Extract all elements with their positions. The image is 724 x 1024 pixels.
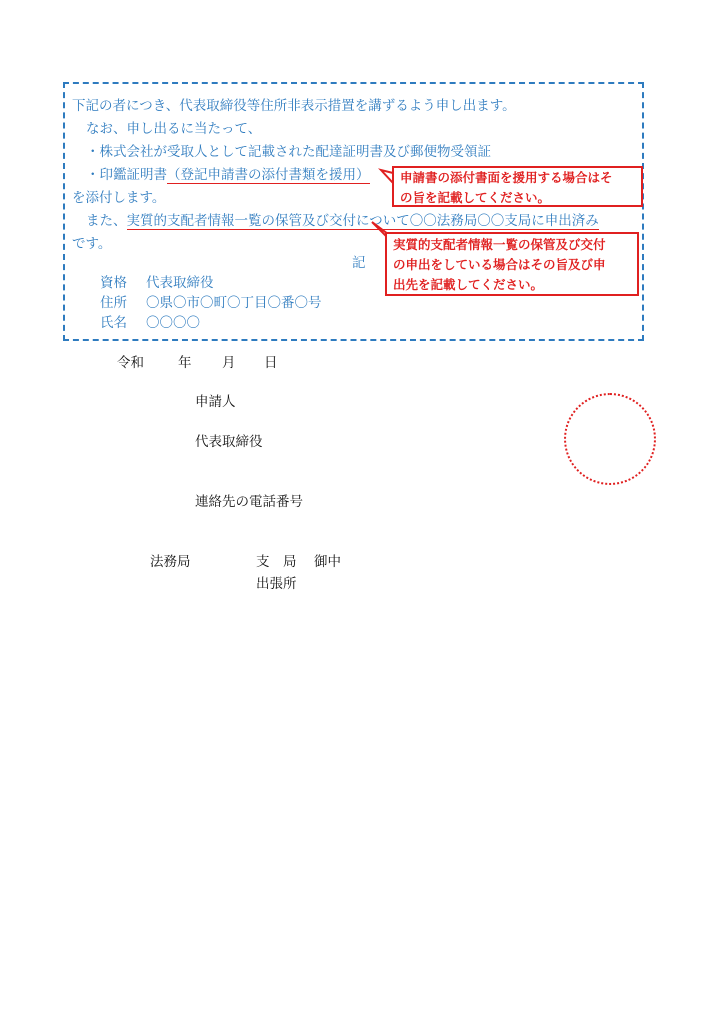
- callout-attachment-note: [392, 166, 643, 207]
- declaration-line-6-note: 実質的支配者情報一覧の保管及び交付について〇〇法務局〇〇支局に申出済み: [126, 213, 599, 229]
- callout-2-line-3: 出先を記載してください。: [393, 277, 544, 292]
- address-value: 〇県〇市〇町〇丁目〇番〇号: [146, 295, 322, 311]
- qualification-value: 代表取締役: [146, 275, 214, 291]
- date-month: 月: [222, 355, 236, 371]
- name-label: 氏名: [100, 315, 127, 331]
- attachment-item-2-prefix: ・印鑑証明書: [86, 167, 167, 183]
- addressee-bureau: 法務局: [150, 554, 191, 570]
- callout-2-line-1: 実質的支配者情報一覧の保管及び交付: [393, 237, 606, 252]
- declaration-line-6-prefix: また、: [86, 213, 127, 229]
- declaration-line-7: です。: [72, 236, 112, 252]
- callout-1-line-1: 申請書の添付書面を援用する場合はそ: [400, 170, 613, 185]
- callout-2-line-2: の申出をしている場合はその旨及び申: [393, 257, 606, 272]
- callout-beneficial-owner-note: [385, 232, 639, 296]
- declaration-line-5: を添付します。: [72, 190, 166, 206]
- addressee-honorific: 御中: [314, 554, 341, 570]
- phone-label: 連絡先の電話番号: [195, 494, 303, 510]
- addressee-office: 出張所: [256, 576, 297, 592]
- qualification-label: 資格: [100, 275, 127, 291]
- name-value: 〇〇〇〇: [146, 315, 200, 331]
- addressee-branch: 支 局: [256, 554, 297, 570]
- applicant-title: 代表取締役: [195, 434, 263, 450]
- date-year: 年: [178, 355, 192, 371]
- declaration-line-1: 下記の者につき、代表取締役等住所非表示措置を講ずるよう申し出ます。: [72, 98, 516, 114]
- ki-heading: 記: [352, 255, 366, 271]
- callout-1-line-2: の旨を記載してください。: [400, 190, 551, 205]
- applicant-label: 申請人: [195, 394, 236, 410]
- attachment-item-1: ・株式会社が受取人として記載された配達証明書及び郵便物受領証: [86, 144, 491, 160]
- address-label: 住所: [100, 295, 127, 311]
- date-day: 日: [264, 355, 278, 371]
- date-era: 令和: [117, 355, 144, 371]
- attachment-item-2-note: （登記申請書の添付書類を援用）: [167, 167, 370, 183]
- seal-circle: [564, 393, 656, 485]
- declaration-line-2: なお、申し出るに当たって、: [86, 121, 262, 137]
